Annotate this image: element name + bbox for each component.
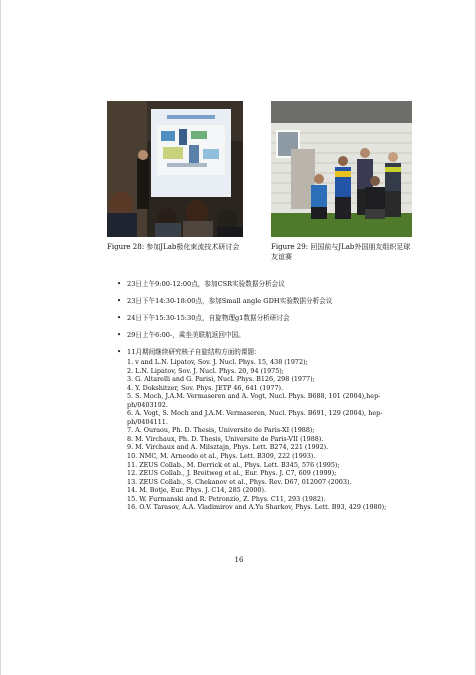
reference-item: 7. A. Ouraou, Ph. D. Thesis, Universite de Paris-XI (1988);	[127, 426, 315, 435]
bullet-list	[117, 280, 417, 365]
bullet-item: • 23日下午14:30-18:00点，参加Small angle GDH实验数据分析会议	[117, 297, 417, 306]
figure-29-caption: Figure 29: 回国前与JLab外国朋友组织足球友谊赛	[271, 243, 411, 261]
reference-item: 14. M. Botje, Eur. Phys. J. C14, 285 (2000).	[127, 486, 267, 495]
reference-item: 11. ZEUS Collab., M. Derrick et al., Phys. Lett. B345, 576 (1995);	[127, 460, 340, 469]
reference-item: 10. NMC, M. Arneodo et al., Phys. Lett. B309, 222 (1993).	[127, 452, 316, 461]
reference-item: 13. ZEUS Collab., S. Chekanov et al., Phys. Rev. D67, 012007 (2003).	[127, 477, 352, 486]
reference-item: 5. S. Moch, J.A.M. Vermaseren and A. Vogt, Nucl. Phys. B688, 101 (2004),hep-ph/0403192.	[127, 392, 381, 409]
conference-photo	[107, 101, 243, 237]
bullet-item: • 29日上午6:00-，乘坐美联航返回中国。	[117, 331, 417, 340]
bullet-item: • 23日上午9:00-12:00点，参加CSR实验数据分析会议	[117, 280, 417, 289]
reference-list	[127, 358, 414, 512]
reference-item: 3. G. Altarelli and G. Parisi, Nucl. Phys. B126, 298 (1977);	[127, 375, 315, 384]
reference-item: 1. v and L.N. Lipatov, Sov. J. Nucl. Phys. 15, 438 (1972);	[127, 358, 308, 366]
bullet-item: • 24日下午15:30-15:30点，自旋物理g1数据分析研讨会	[117, 314, 417, 323]
page-number: 16	[234, 556, 244, 564]
reference-item: 15. W. Furmanski and R. Petronzio, Z. Phys. C11, 293 (1982).	[127, 494, 326, 503]
bullet-item: • 11月期间继续研究核子自旋结构方面的课题：	[117, 348, 417, 357]
reference-item: 12. ZEUS Collab., J. Breitweg et al., Eur. Phys. J. C7, 609 (1999);	[127, 469, 337, 478]
soccer-group-photo	[271, 101, 412, 237]
figure-28-caption: Figure 28: 参加JLab极化束流技术研讨会	[107, 243, 240, 251]
reference-item: 2. L.N. Lipatov, Sov. J. Nucl. Phys. 20, 94 (1975);	[127, 366, 284, 375]
reference-item: 8. M. Virchaux, Ph. D. Thesis, Universite de Paris-VII (1988).	[127, 434, 324, 443]
reference-item: 6. A. Vogt, S. Moch and J.A.M. Vermaseren, Nucl. Phys. B691, 129 (2004), hep-ph/0404111.	[127, 409, 383, 426]
reference-item: 4. Y. Dokshitzer, Sov. Phys. JETP 46, 641 (1977).	[127, 383, 284, 392]
reference-item: 9. M. Virchaux and A. Milsztajn, Phys. Lett. B274, 221 (1992).	[127, 443, 329, 452]
reference-item: 16. O.V. Tarasov, A.A. Vladimirov and A.Yu Sharkov, Phys. Lett. B93, 429 (1980);	[127, 503, 387, 512]
